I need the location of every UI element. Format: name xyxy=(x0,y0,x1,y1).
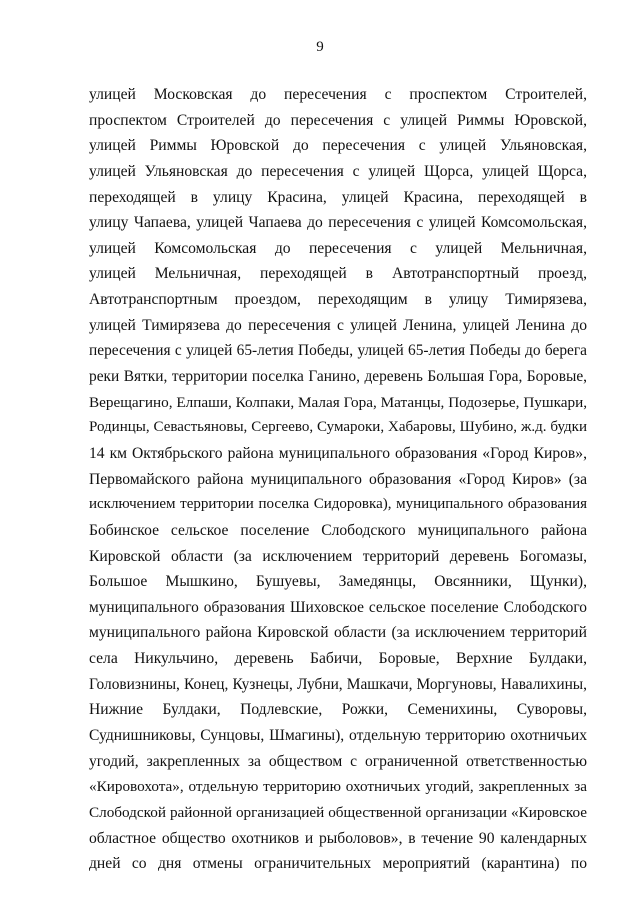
page-number: 9 xyxy=(316,39,324,55)
text-line: переходящей в улицу Красина, улицей Красина, переходящей в xyxy=(89,188,587,206)
text-line: Бобинское сельское поселение Слободского муниципального района xyxy=(89,521,587,539)
text-line: Слободской районной организацией общественной организации «Кировское xyxy=(89,803,587,821)
text-line: проспектом Строителей до пересечения с улицей Риммы Юровской, xyxy=(89,111,587,129)
text-line: областное общество охотников и рыболовов», в течение 90 календарных xyxy=(89,829,587,847)
text-line: улицей Ульяновская до пересечения с улицей Щорса, улицей Щорса, xyxy=(89,162,587,180)
text-line: Родинцы, Севастьяновы, Сергеево, Сумароки, Хабаровы, Шубино, ж.д. будки xyxy=(89,419,587,436)
text-line: улицей Московская до пересечения с проспектом Строителей, xyxy=(89,86,587,103)
body-text xyxy=(89,82,587,877)
text-line: Верещагино, Елпаши, Колпаки, Малая Гора, Матанцы, Подозерье, Пушкари, xyxy=(89,393,587,411)
text-line: улицей Комсомольская до пересечения с улицей Мельничная, xyxy=(89,239,587,257)
text-line: дней со дня отмены ограничительных мероприятий (карантина) по xyxy=(89,855,587,873)
text-line: 14 км Октябрьского района муниципального образования «Город Киров», xyxy=(89,444,587,462)
text-line: реки Вятки, территории поселка Ганино, деревень Большая Гора, Боровые, xyxy=(89,368,587,386)
text-line: муниципального района Кировской области (за исключением территорий xyxy=(89,624,587,642)
text-line: угодий, закрепленных за обществом с ограниченной ответственностью xyxy=(89,752,587,770)
text-line: пересечения с улицей 65-летия Победы, улицей 65-летия Победы до берега xyxy=(89,342,587,360)
text-line: Нижние Булдаки, Подлевские, Рожки, Семенихины, Суворовы, xyxy=(89,701,587,719)
text-line: села Никульчино, деревень Бабичи, Боровые, Верхние Булдаки, xyxy=(89,650,587,668)
text-line: муниципального образования Шиховское сельское поселение Слободского xyxy=(89,598,587,616)
text-line: улицей Мельничная, переходящей в Автотранспортный проезд, xyxy=(89,265,587,283)
text-line: улицей Тимирязева до пересечения с улицей Ленина, улицей Ленина до xyxy=(89,316,587,334)
text-line: исключением территории поселка Сидоровка), муниципального образования xyxy=(89,496,587,513)
text-line: Первомайского района муниципального образования «Город Киров» (за xyxy=(89,470,587,488)
text-line: Головизнины, Конец, Кузнецы, Лубни, Машкачи, Моргуновы, Навалихины, xyxy=(89,675,587,693)
text-line: Кировской области (за исключением территорий деревень Богомазы, xyxy=(89,547,587,565)
text-line: Большое Мышкино, Бушуевы, Замедянцы, Овсянники, Щунки), xyxy=(89,573,587,591)
text-line: Суднишниковы, Сунцовы, Шмагины), отдельную территорию охотничьих xyxy=(89,727,587,745)
text-line: улицу Чапаева, улицей Чапаева до пересечения с улицей Комсомольская, xyxy=(89,214,587,232)
text-line: улицей Риммы Юровской до пересечения с улицей Ульяновская, xyxy=(89,137,587,155)
text-line: Автотранспортным проездом, переходящим в улицу Тимирязева, xyxy=(89,291,587,309)
text-line: «Кировохота», отдельную территорию охотничьих угодий, закрепленных за xyxy=(89,778,587,796)
